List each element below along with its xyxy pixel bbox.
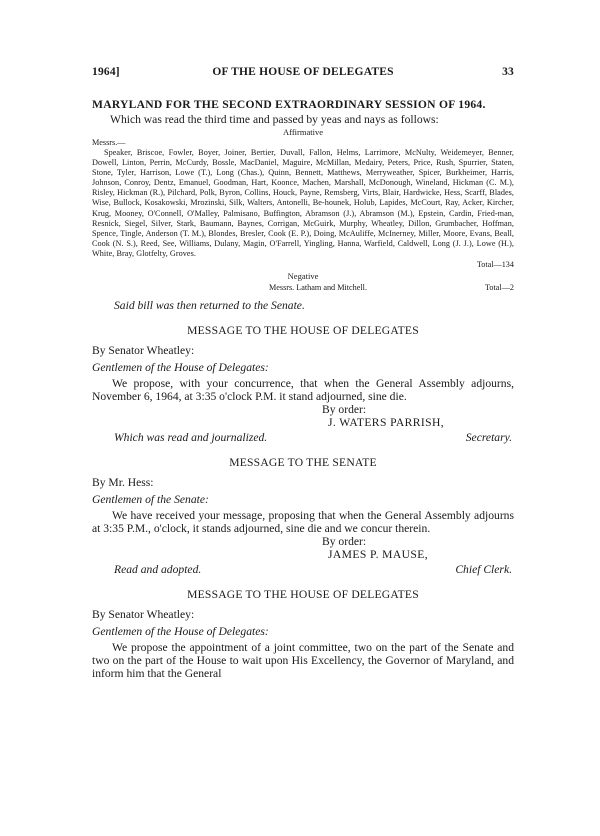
page-number: 33 (502, 66, 514, 78)
message-2-salutation: Gentlemen of the Senate: (92, 493, 209, 507)
message-2-signer: JAMES P. MAUSE, (328, 548, 429, 562)
message-3-salutation: Gentlemen of the House of Delegates: (92, 625, 269, 639)
negative-total: Total—2 (485, 283, 514, 293)
affirmative-total: Total—134 (476, 260, 514, 270)
running-header (92, 66, 514, 78)
message-1-heading: MESSAGE TO THE HOUSE OF DELEGATES (187, 324, 419, 338)
message-3-by: By Senator Wheatley: (92, 608, 195, 622)
message-2-heading: MESSAGE TO THE SENATE (229, 456, 377, 470)
message-1-by: By Senator Wheatley: (92, 344, 195, 358)
header-year: 1964] (92, 66, 120, 78)
message-3-heading: MESSAGE TO THE HOUSE OF DELEGATES (187, 588, 419, 602)
affirmative-names: Speaker, Briscoe, Fowler, Boyer, Joiner, Bertier, Duvall, Fallon, Helms, Larrimore, McNulty, Weidemeyer, Benner, Dowell, Linton, Perrin, McCurdy, Bossle, MacDaniel, Maguire, McMillan, Medairy, Peters, Price, Rush, Spurrier, Staten, Stone, Tyler, Harrison, Lowe (T.), Long (Chas.), Quinn, Bennett, Matthews, Merryweather, Spicer, Burkheimer, Harris, Johnson, Conroy, Dentz, Emanuel, Goodman, Hart, Koonce, Machen, Marshall, McDonough, Wineland, Hickman (C. M.), Risley, Hickman (R.), Pilchard, Polk, Byron, Collins, Houck, Payne, Remsberg, Virts, Blair, Hardwicke, Hess, Scarff, Blades, Wise, Bullock, Kosakowski, Mrozinski, Silk, Walters, Antonelli, Be-hounek, Holub, Lapides, McCourt, Ray, Acker, Kircher, Krug, Mooney, O'Connell, O'Malley, Palmisano, Buffington, Abramson (J.), Abramson (M.), Epstein, Cardin, Fried-man, Resnick, Siegel, Silver, Stark, Baumann, Baynes, Corrigan, McGuirk, Murphy, Wheatley, Dillon, Grumbacher, Hoffman, Spence, Tingle, Anderson (T. M.), Blondes, Bresler, Cook (E. P.), Doing, McAuliffe, McInerney, Miller, Moore, Evans, Beall, Cook (N. S.), Reed, See, Williams, Dulany, Magin, O'Farrell, Yingling, Hanna, Warfield, Caldwell, Long (J. J.), Lowe (H.), White, Bray, Glotfelty, Groves. (92, 148, 514, 258)
message-2-body: We have received your message, proposing that when the General Assembly adjourns at 3:35 P.M., o'clock, it stands adjourned, sine die and we concur therein. (92, 509, 514, 536)
message-3-body: We propose the appointment of a joint committee, two on the part of the Senate and two on the part of the House to wait upon His Excellency, the Governor of Maryland, and inform him that the General (92, 641, 514, 681)
negative-line (92, 282, 514, 293)
returned-to-senate: Said bill was then returned to the Senate. (114, 299, 305, 313)
journal-page (92, 66, 514, 680)
message-1-salutation: Gentlemen of the House of Delegates: (92, 361, 269, 375)
message-2-by: By Mr. Hess: (92, 476, 154, 490)
message-1-body: We propose, with your concurrence, that when the General Assembly adjourns, November 6, 1964, at 3:35 o'clock P.M. it stand adjourned, sine die. (92, 377, 514, 404)
message-2-order: By order: (322, 535, 367, 549)
message-1-action: Which was read and journalized. (114, 431, 268, 445)
intro-paragraph: Which was read the third time and passed by yeas and nays as follows: (110, 113, 439, 126)
message-1-sign-row (92, 431, 514, 444)
affirmative-total-line (92, 259, 514, 270)
negative-heading: Negative (287, 271, 319, 282)
message-2-title: Chief Clerk. (455, 563, 512, 577)
negative-names: Messrs. Latham and Mitchell. (268, 283, 367, 293)
affirmative-heading: Affirmative (283, 127, 323, 137)
message-1-title: Secretary. (465, 431, 512, 445)
message-2-action: Read and adopted. (114, 563, 202, 577)
header-title: OF THE HOUSE OF DELEGATES (212, 66, 394, 78)
section-title: MARYLAND FOR THE SECOND EXTRAORDINARY SESSION OF 1964. (92, 98, 486, 111)
message-2-sign-row (92, 563, 514, 576)
message-1-order: By order: (322, 403, 367, 417)
message-1-signer: J. WATERS PARRISH, (328, 416, 445, 430)
messrs-label: Messrs.— (92, 138, 126, 147)
